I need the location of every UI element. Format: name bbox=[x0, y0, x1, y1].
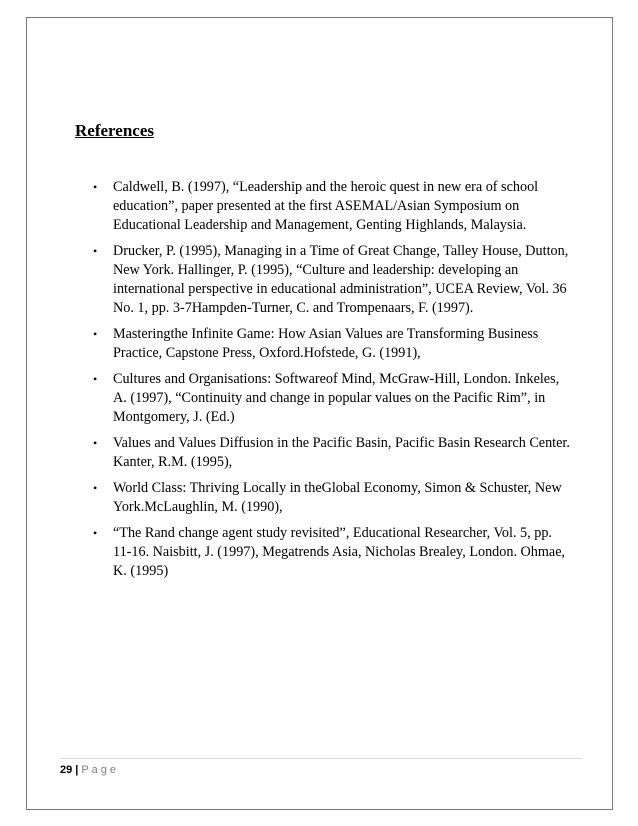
reference-text: World Class: Thriving Locally in theGlobal Economy, Simon & Schuster, New York.McLaughlin, M. (1990), bbox=[113, 480, 562, 515]
bullet-icon: • bbox=[93, 436, 98, 450]
reference-item bbox=[92, 370, 572, 427]
page-label: Page bbox=[81, 764, 120, 776]
reference-item bbox=[92, 178, 572, 235]
reference-text: Cultures and Organisations: Softwareof Mind, McGraw-Hill, London. Inkeles, A. (1997), “Continuity and change in popular values on the Pacific Rim”, in Montgomery, J. (Ed.) bbox=[113, 371, 560, 425]
page-footer bbox=[60, 763, 119, 777]
reference-text: Caldwell, B. (1997), “Leadership and the heroic quest in new era of school education”, paper presented at the first ASEMAL/Asian Symposium on Educational Leadership and Management, Genting Highlands, Malaysia. bbox=[113, 179, 539, 233]
references-list bbox=[92, 178, 572, 588]
reference-text: Masteringthe Infinite Game: How Asian Values are Transforming Business Practice, Capstone Press, Oxford.Hofstede, G. (1991), bbox=[113, 326, 539, 361]
bullet-icon: • bbox=[93, 180, 98, 194]
bullet-icon: • bbox=[93, 372, 98, 386]
reference-item bbox=[92, 524, 572, 581]
bullet-icon: • bbox=[93, 327, 98, 341]
reference-item bbox=[92, 479, 572, 517]
reference-text: Values and Values Diffusion in the Pacific Basin, Pacific Basin Research Center. Kanter, R.M. (1995), bbox=[113, 435, 570, 470]
bullet-icon: • bbox=[93, 244, 98, 258]
page-number: 29 bbox=[60, 764, 73, 776]
bullet-icon: • bbox=[93, 481, 98, 495]
reference-text: Drucker, P. (1995), Managing in a Time of Great Change, Talley House, Dutton, New York. Hallinger, P. (1995), “Culture and leadership: developing an international perspective in educational administration”, UCEA Review, Vol. 36 No. 1, pp. 3-7Hampden-Turner, C. and Trompenaars, F. (1997). bbox=[113, 243, 569, 316]
reference-item bbox=[92, 242, 572, 318]
bullet-icon: • bbox=[93, 526, 98, 540]
reference-item bbox=[92, 434, 572, 472]
footer-divider bbox=[60, 758, 582, 759]
footer-separator: | bbox=[75, 764, 79, 776]
reference-item bbox=[92, 325, 572, 363]
references-heading: References bbox=[75, 121, 154, 140]
reference-text: “The Rand change agent study revisited”, Educational Researcher, Vol. 5, pp. 11-16. Naisbitt, J. (1997), Megatrends Asia, Nicholas Brealey, London. Ohmae, K. (1995) bbox=[113, 525, 566, 579]
